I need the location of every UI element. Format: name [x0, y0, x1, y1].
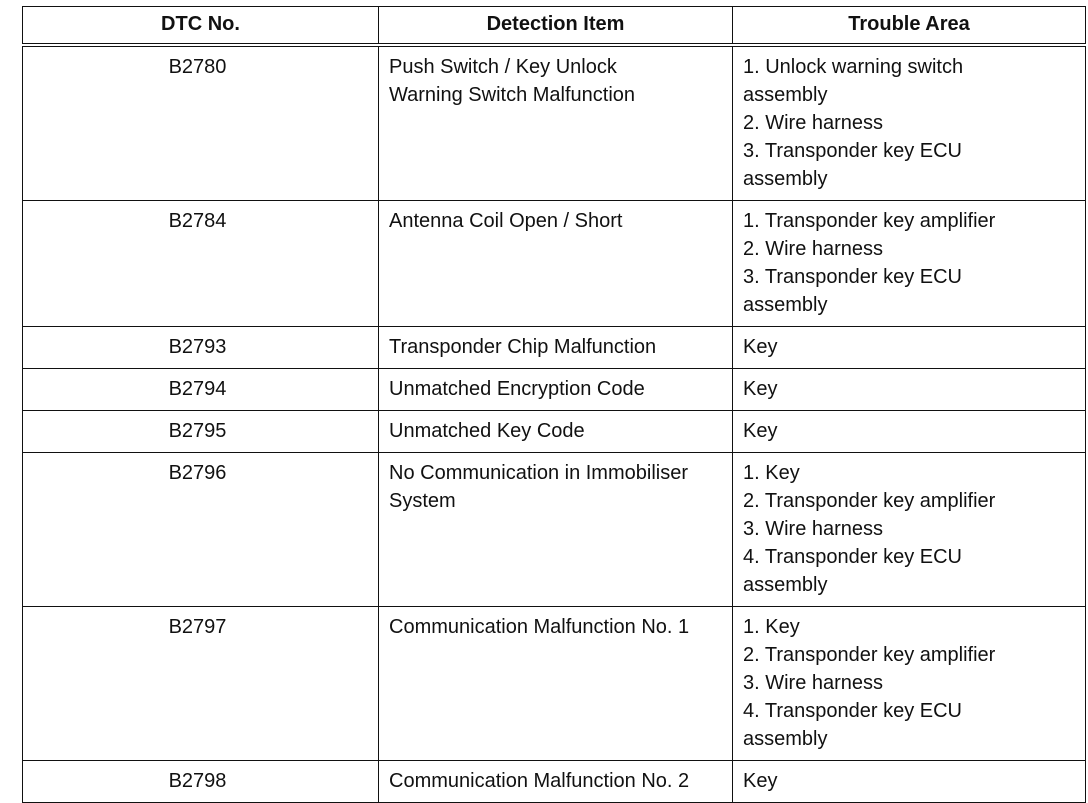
table-header — [23, 7, 1086, 46]
trouble-area-cell — [733, 327, 1086, 369]
trouble-area-line: assembly — [743, 294, 828, 316]
trouble-area-line: 3. Transponder key ECU — [743, 266, 962, 288]
header-row — [23, 7, 1086, 46]
trouble-area-line: assembly — [743, 574, 828, 596]
dtc-code-cell — [23, 453, 379, 607]
detection-item-line: Unmatched Key Code — [389, 420, 585, 442]
detection-item-cell — [379, 201, 733, 327]
trouble-area-line: 2. Transponder key amplifier — [743, 644, 996, 666]
trouble-area-line: 1. Unlock warning switch — [743, 56, 964, 78]
trouble-area-line: 1. Key — [743, 462, 800, 484]
detection-item-cell — [379, 453, 733, 607]
dtc-table — [22, 6, 1086, 803]
detection-item-line: System — [389, 490, 456, 512]
dtc-code-cell — [23, 411, 379, 453]
trouble-area-line: Key — [743, 378, 778, 400]
dtc-code: B2784 — [168, 210, 227, 232]
trouble-area-cell — [733, 45, 1086, 201]
trouble-area-line: 1. Key — [743, 616, 800, 638]
table-body — [23, 45, 1086, 803]
trouble-area-line: assembly — [743, 728, 828, 750]
dtc-code: B2780 — [168, 56, 227, 78]
detection-item-line: Transponder Chip Malfunction — [389, 336, 657, 358]
trouble-area-line: 2. Wire harness — [743, 112, 884, 134]
detection-item-cell — [379, 45, 733, 201]
dtc-code: B2793 — [168, 336, 227, 358]
table-row — [23, 369, 1086, 411]
detection-item-cell — [379, 327, 733, 369]
table-row — [23, 607, 1086, 761]
table-row — [23, 327, 1086, 369]
dtc-code-cell — [23, 607, 379, 761]
dtc-code-cell — [23, 327, 379, 369]
detection-item-line: Push Switch / Key Unlock — [389, 56, 617, 78]
trouble-area-cell — [733, 607, 1086, 761]
trouble-area-line: 3. Wire harness — [743, 518, 884, 540]
trouble-area-cell — [733, 453, 1086, 607]
trouble-area-line: 1. Transponder key amplifier — [743, 210, 996, 232]
detection-item-line: Antenna Coil Open / Short — [389, 210, 623, 232]
dtc-code-cell — [23, 45, 379, 201]
trouble-area-line: 4. Transponder key ECU — [743, 700, 962, 722]
trouble-area-line: 2. Transponder key amplifier — [743, 490, 996, 512]
dtc-code: B2796 — [168, 462, 227, 484]
detection-item-line: No Communication in Immobiliser — [389, 462, 688, 484]
detection-item-cell — [379, 411, 733, 453]
dtc-code: B2795 — [168, 420, 227, 442]
detection-item-line: Communication Malfunction No. 1 — [389, 616, 690, 638]
trouble-area-line: 4. Transponder key ECU — [743, 546, 962, 568]
dtc-code-cell — [23, 201, 379, 327]
trouble-area-cell — [733, 201, 1086, 327]
header-trouble-area: Trouble Area — [733, 7, 1086, 46]
trouble-area-line: 3. Wire harness — [743, 672, 884, 694]
table-row — [23, 411, 1086, 453]
dtc-code: B2797 — [168, 616, 227, 638]
table-row — [23, 453, 1086, 607]
trouble-area-line: 3. Transponder key ECU — [743, 140, 962, 162]
table-row — [23, 45, 1086, 201]
trouble-area-line: Key — [743, 420, 778, 442]
dtc-code-cell — [23, 369, 379, 411]
table-row — [23, 201, 1086, 327]
trouble-area-line: assembly — [743, 84, 828, 106]
detection-item-line: Warning Switch Malfunction — [389, 84, 636, 106]
dtc-code: B2798 — [168, 770, 227, 792]
trouble-area-line: assembly — [743, 168, 828, 190]
trouble-area-line: Key — [743, 336, 778, 358]
detection-item-line: Unmatched Encryption Code — [389, 378, 645, 400]
detection-item-cell — [379, 369, 733, 411]
header-dtc-no: DTC No. — [23, 7, 379, 46]
header-detection-item: Detection Item — [379, 7, 733, 46]
trouble-area-cell — [733, 369, 1086, 411]
dtc-code: B2794 — [168, 378, 227, 400]
detection-item-cell — [379, 607, 733, 761]
trouble-area-line: 2. Wire harness — [743, 238, 884, 260]
detection-item-line: Communication Malfunction No. 2 — [389, 770, 690, 792]
trouble-area-line: Key — [743, 770, 778, 792]
trouble-area-cell — [733, 411, 1086, 453]
